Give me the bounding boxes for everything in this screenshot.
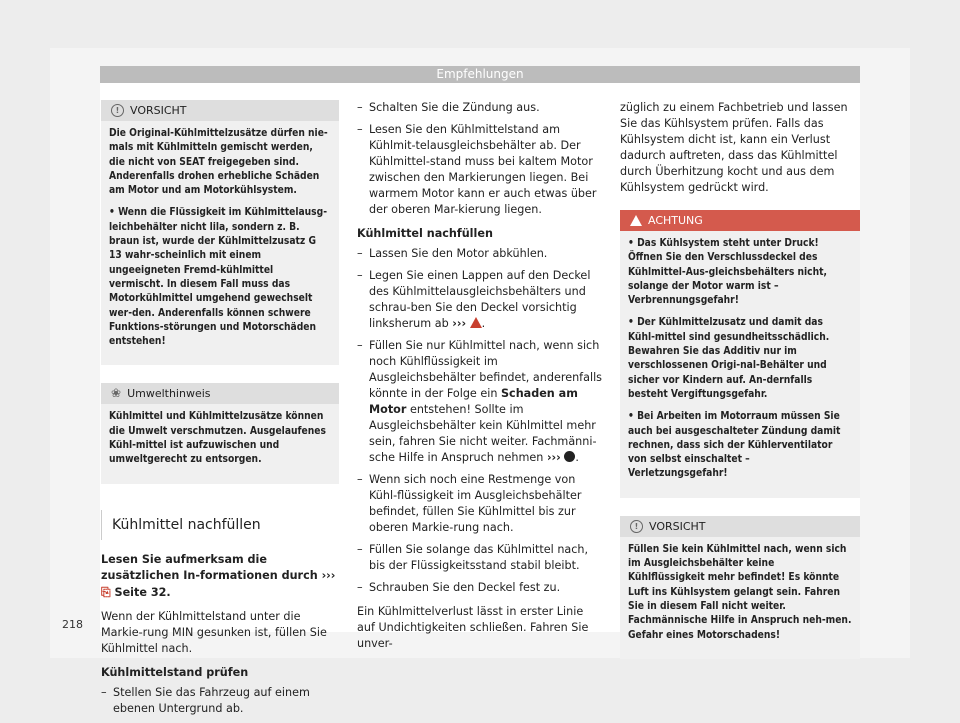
- list-item: – Legen Sie einen Lappen auf den Deckel des Kühlmittelausgleichsbehälters und schrau-ben Sie den Deckel vorsichtig linksherum ab ››› .: [357, 268, 602, 332]
- warning-title: ACHTUNG: [648, 214, 703, 227]
- environment-header: [101, 383, 339, 404]
- warning-bullet-text: Das Kühlsystem steht unter Druck! Öffnen Sie den Verschlussdeckel des Kühlmittel-Aus-gleichsbehälters nicht, solange der Motor warm ist – Verbrennungsgefahr!: [628, 238, 827, 307]
- paragraph-continued: züglich zu einem Fachbetrieb und lassen Sie das Kühlsystem prüfen. Falls das Kühlsystem dicht ist, kann ein Verlust dadurch auftreten, dass das Kühlmittel durch Überhitzung kocht und aus dem Kühlsystem gedrückt wird.: [620, 101, 848, 194]
- caution-body: [101, 121, 339, 365]
- paragraph-min-level: Wenn der Kühlmittelstand unter die Markie-rung MIN gesunken ist, füllen Sie Kühlmittel nach.: [101, 609, 327, 655]
- paragraph-loss: Ein Kühlmittelverlust lässt in erster Linie auf Undichtigkeiten schließen. Fahren Sie unver-: [357, 605, 589, 650]
- warning-bullet-text: Bei Arbeiten im Motorraum müssen Sie auch bei ausgeschalteter Zündung damit rechnen, dass sich der Kühlerventilator von selbst einschaltet – Verletzungsgefahr!: [628, 411, 841, 480]
- column-left: [101, 100, 339, 723]
- list-item-text: Legen Sie einen Lappen auf den Deckel des Kühlmittelausgleichsbehälters und schrau-ben Sie den Deckel vorsichtig linksherum ab: [369, 269, 591, 330]
- intro-paragraph: Lesen Sie aufmerksam die zusätzlichen In-formationen durch ››› ⎘ Seite 32.: [101, 552, 336, 599]
- list-item-emphasis: Schaden am Motor: [369, 387, 578, 416]
- note-dot-icon[interactable]: [564, 451, 575, 462]
- column-middle: [357, 100, 602, 660]
- subhead-refill: Kühlmittel nachfüllen: [357, 227, 493, 240]
- list-item: – Füllen Sie solange das Kühlmittel nach, bis der Flüssigkeitsstand stabil bleibt.: [357, 542, 602, 574]
- list-item: – Stellen Sie das Fahrzeug auf einem ebenen Untergrund ab.: [101, 685, 339, 717]
- info-circle-icon: !: [111, 104, 124, 117]
- warning-bullet: • Bei Arbeiten im Motorraum müssen Sie auch bei ausgeschalteter Zündung damit rechnen, dass sich der Kühlerventilator von selbst einschaltet – Verletzungsgefahr!: [628, 411, 841, 480]
- caution-box: [101, 100, 339, 365]
- caution-bullet-text: Wenn die Flüssigkeit im Kühlmittelausg-leichbehälter nicht lila, sondern z. B. braun ist, wurde der Kühlmittelzusatz G 13 wahr-scheinlich mit einem ungeeigneten Fremd-kühlmittel vermischt. In diesem Fall muss das Motorkühlmittel umgehend gewechselt wer-den. Anderenfalls können schwere Funktions-störungen und Motorschäden entstehen!: [109, 207, 328, 348]
- warning-bullet-text: Der Kühlmittelzusatz und damit das Kühl-mittel sind gesundheitsschädlich. Bewahren Sie das Additiv nur im verschlossenen Origi-nal-Behälter und sicher vor Kindern auf. An-dernfalls besteht Vergiftungsgefahr.: [628, 317, 830, 400]
- environment-title: Umwelthinweis: [127, 387, 211, 401]
- caution-text: Die Original-Kühlmittelzusätze dürfen nie-mals mit Kühlmitteln gemischt werden, die nicht von SEAT freigegeben sind. Anderenfalls drohen erhebliche Schäden am Motor und am Motorkühlsystem.: [109, 128, 328, 197]
- caution-bullet: • Wenn die Flüssigkeit im Kühlmittelausg-leichbehälter nicht lila, sondern z. B. braun ist, wurde der Kühlmittelzusatz G 13 wahr-scheinlich mit einem ungeeigneten Fremd-kühlmittel vermischt. In diesem Fall muss das Motorkühlmittel umgehend gewechselt wer-den. Anderenfalls können schwere Funktions-störungen und Motorschäden entstehen!: [109, 207, 328, 348]
- section-title: Kühlmittel nachfüllen: [101, 510, 339, 540]
- warning-body: [620, 231, 860, 498]
- book-page-icon: ⎘: [101, 584, 111, 599]
- caution-body: [620, 537, 860, 659]
- caution-title: VORSICHT: [649, 519, 706, 533]
- warning-box: [620, 210, 860, 498]
- caution-title: VORSICHT: [130, 104, 187, 117]
- page-number: 218: [62, 618, 83, 631]
- warning-header: [620, 210, 860, 231]
- section-header: Empfehlungen: [100, 66, 860, 83]
- intro-text: Lesen Sie aufmerksam die zusätzlichen In-formationen durch: [101, 552, 318, 582]
- environment-icon: ❀: [111, 386, 122, 401]
- list-item: – Schrauben Sie den Deckel fest zu.: [357, 580, 602, 596]
- warning-bullet: • Das Kühlsystem steht unter Druck! Öffnen Sie den Verschlussdeckel des Kühlmittel-Aus-gleichsbehälters nicht, solange der Motor warm ist – Verbrennungsgefahr!: [628, 238, 827, 307]
- caution-header: [101, 100, 339, 121]
- environment-box: [101, 383, 339, 483]
- warning-bullet: • Der Kühlmittelzusatz und damit das Kühl-mittel sind gesundheitsschädlich. Bewahren Sie das Additiv nur im verschlossenen Origi-nal-Behälter und sicher vor Kindern auf. An-dernfalls besteht Vergiftungsgefahr.: [628, 317, 830, 400]
- environment-text: Kühlmittel und Kühlmittelzusätze können die Umwelt verschmutzen. Ausgelaufenes Kühl-mittel ist aufzuwischen und umweltgerecht zu entsorgen.: [109, 411, 326, 466]
- subhead-check-level: Kühlmittelstand prüfen: [101, 665, 249, 679]
- list-item: – Füllen Sie nur Kühlmittel nach, wenn sich noch Kühlflüssigkeit im Ausgleichsbehälter befindet, anderenfalls könnte in der Folge ein Schaden am Motor entstehen! Sollte im Ausgleichsbehälter kein Kühlmittel mehr sein, fahren Sie nicht weiter. Fachmänni-sche Hilfe in Anspruch nehmen ››› .: [357, 338, 602, 466]
- caution-text: Füllen Sie kein Kühlmittel nach, wenn sich im Ausgleichsbehälter keine Kühlflüssigkeit mehr befindet! Es könnte Luft ins Kühlsystem gelangt sein. Fahren Sie in diesem Fall nicht weiter. Fachmännische Hilfe in Anspruch neh-men. Gefahr eines Motorschadens!: [628, 543, 852, 641]
- list-item: – Lassen Sie den Motor abkühlen.: [357, 246, 602, 262]
- column-right: [620, 100, 860, 671]
- caution-header: [620, 516, 860, 537]
- list-item: – Schalten Sie die Zündung aus.: [357, 100, 602, 116]
- list-item: – Lesen Sie den Kühlmittelstand am Kühlmit-telausgleichsbehälter ab. Der Kühlmittel-stand muss bei kaltem Motor zwischen den Markierungen liegen. Bei warmem Motor kann er auch etwas über der oberen Mar-kierung liegen.: [357, 122, 602, 218]
- list-item-text: Füllen Sie nur Kühlmittel nach, wenn sich noch Kühlflüssigkeit im Ausgleichsbehälter befindet, anderenfalls könnte in der Folge ein: [369, 339, 603, 400]
- environment-body: [101, 404, 339, 483]
- list-item: – Wenn sich noch eine Restmenge von Kühl-flüssigkeit im Ausgleichsbehälter befindet, füllen Sie Kühlmittel bis zur oberen Markie-rung nach.: [357, 472, 602, 536]
- list-item-text: entstehen! Sollte im Ausgleichsbehälter kein Kühlmittel mehr sein, fahren Sie nicht weiter. Fachmänni-sche Hilfe in Anspruch nehmen: [369, 403, 597, 464]
- caution-box: [620, 516, 860, 659]
- page-reference-link[interactable]: Seite 32: [114, 585, 167, 599]
- info-circle-icon: !: [630, 520, 643, 533]
- warning-triangle-icon: [630, 215, 642, 226]
- warning-triangle-icon[interactable]: [470, 317, 482, 328]
